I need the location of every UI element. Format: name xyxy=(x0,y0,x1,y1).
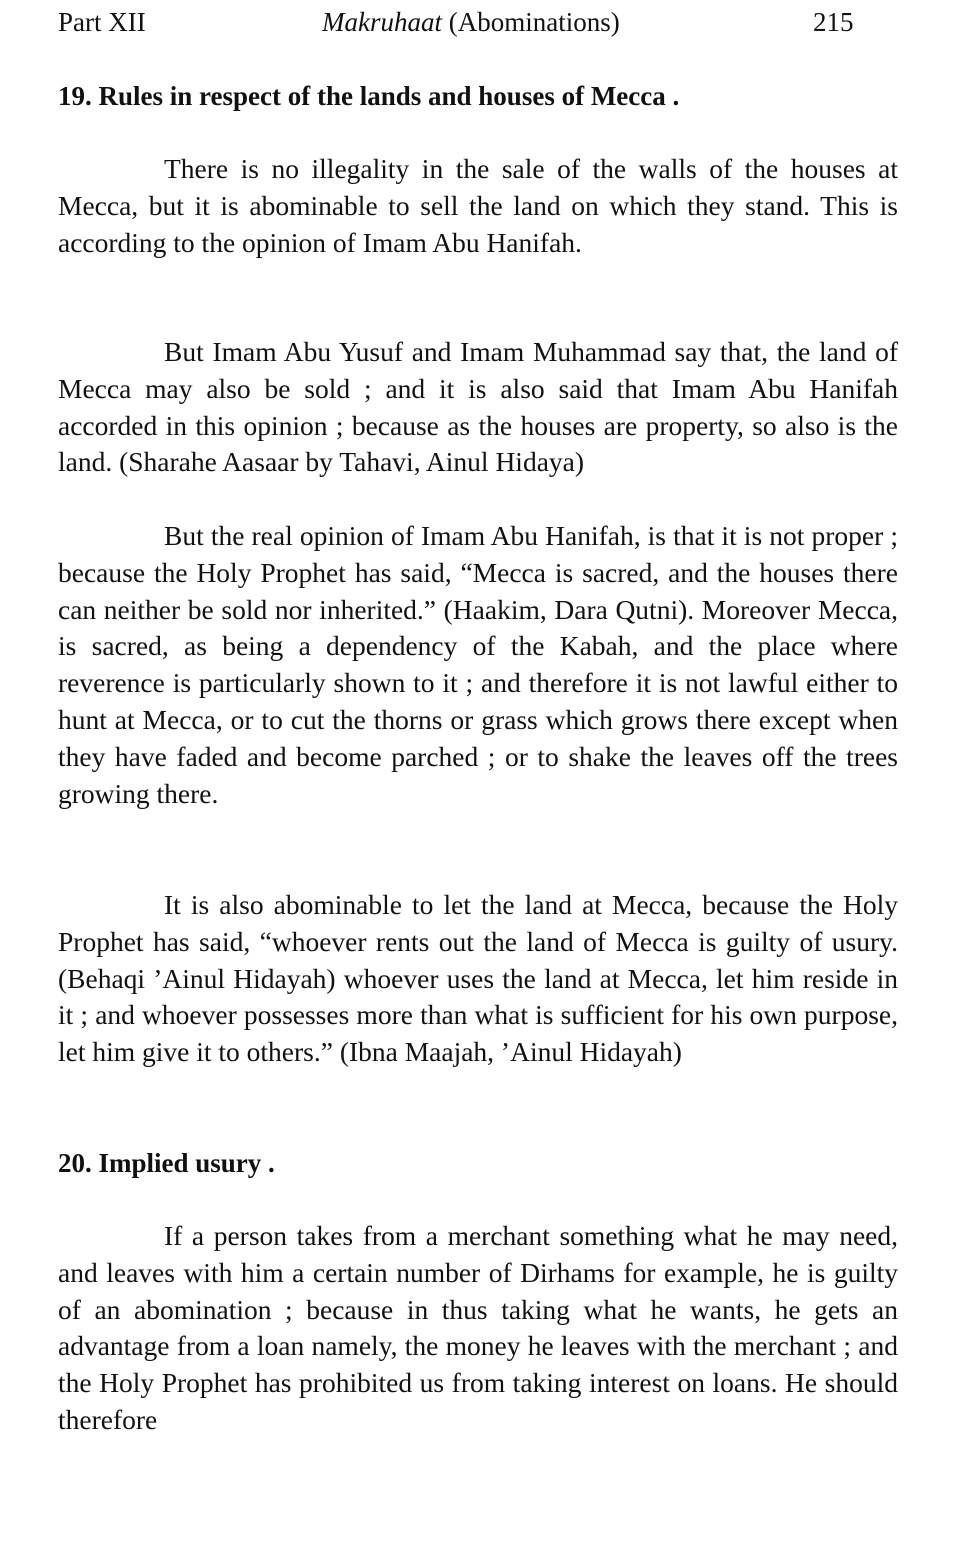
chapter-title-italic: Makruhaat xyxy=(322,7,442,37)
paragraph: But Imam Abu Yusuf and Imam Muhammad say that, the land of Mecca may also be sold ; and it is also said that Imam Abu Hanifah accorded in this opinion ; because as the houses are property, so also is the land. (Sharahe Aasaar by Tahavi, Ainul Hidaya) xyxy=(58,336,898,478)
section-heading-19: 19. Rules in respect of the lands and houses of Mecca . xyxy=(58,81,680,111)
paragraph: If a person takes from a merchant something what he may need, and leaves with him a certain number of Dirhams for example, he is guilty of an abomination ; because in thus taking what he wants, he gets an advantage from a loan namely, the money he leaves with the merchant ; and the Holy Prophet has prohibited us from taking interest on loans. He should therefore xyxy=(58,1220,898,1435)
paragraph: It is also abominable to let the land at Mecca, because the Holy Prophet has said, “whoever rents out the land of Mecca is guilty of usury. (Behaqi ’Ainul Hidayah) whoever uses the land at Mecca, let him reside in it ; and whoever possesses more than what is sufficient for his own purpose, let him give it to others.” (Ibna Maajah, ’Ainul Hidayah) xyxy=(58,889,898,1068)
running-header xyxy=(58,4,858,40)
section-heading-20: 20. Implied usury . xyxy=(58,1148,275,1178)
chapter-title xyxy=(322,4,620,40)
chapter-title-rest: (Abominations) xyxy=(441,7,620,37)
part-label: Part XII xyxy=(58,7,146,37)
paragraph: There is no illegality in the sale of the walls of the houses at Mecca, but it is abominable to sell the land on which they stand. This is according to the opinion of Imam Abu Hanifah. xyxy=(58,153,898,258)
page-number: 215 xyxy=(813,7,854,37)
paragraph: But the real opinion of Imam Abu Hanifah, is that it is not proper ; because the Holy Prophet has said, “Mecca is sacred, and the houses there can neither be sold nor inherited.” (Haakim, Dara Qutni). Moreover Mecca, is sacred, as being a dependency of the Kabah, and the place where reverence is particularly shown to it ; and therefore it is not lawful either to hunt at Mecca, or to cut the thorns or grass which grows there except when they have faded and become parched ; or to shake the leaves off the trees growing there. xyxy=(58,520,898,809)
